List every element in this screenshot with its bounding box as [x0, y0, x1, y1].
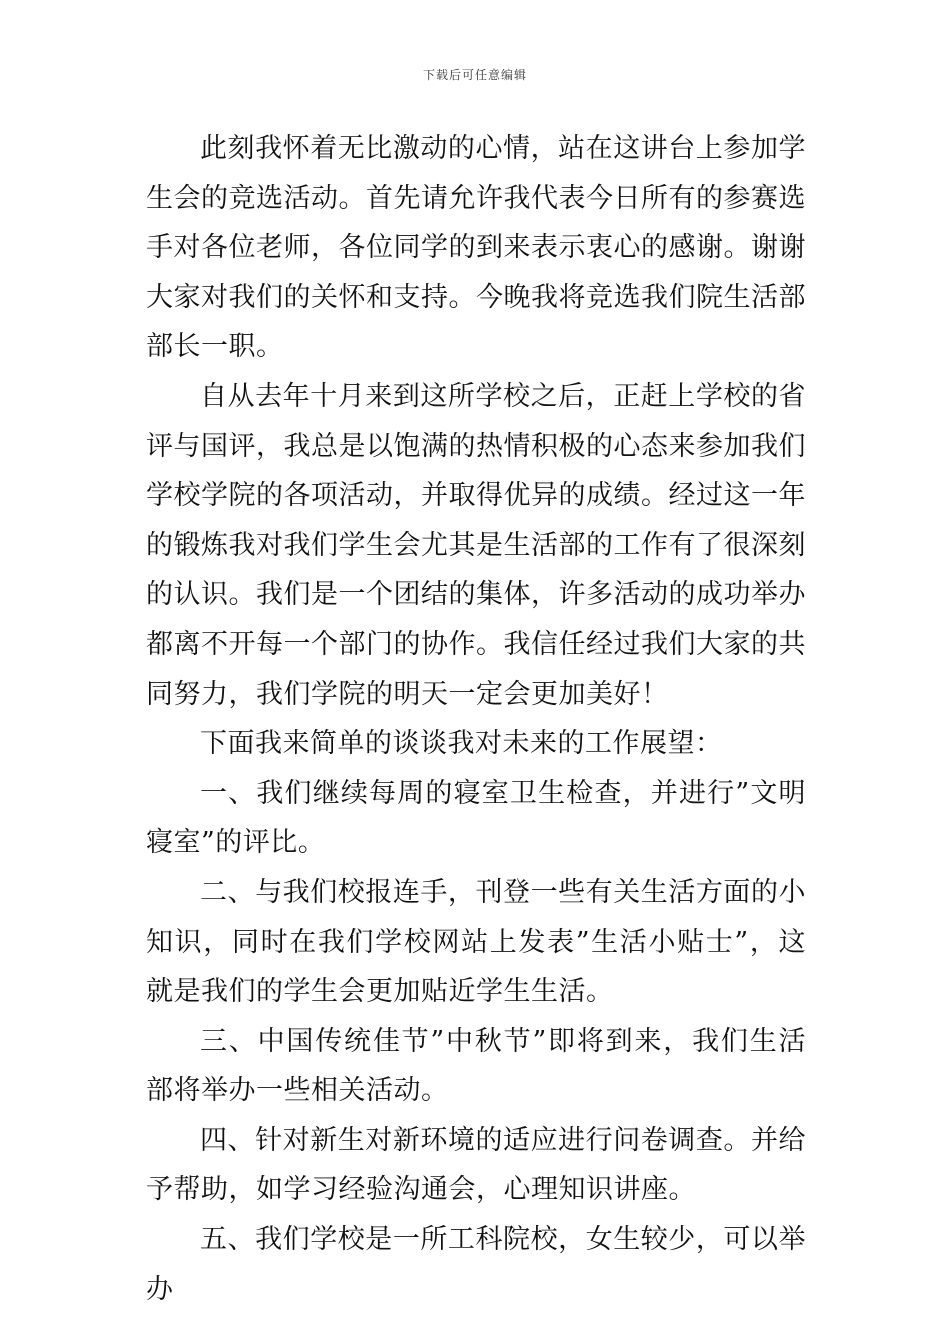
paragraph-item-5: 五、我们学校是一所工科院校，女生较少，可以举办 — [146, 1224, 806, 1305]
paragraph-outlook-intro: 下面我来简单的谈谈我对未来的工作展望： — [200, 728, 723, 760]
paragraph-item-1: 一、我们继续每周的寝室卫生检查，并进行”文明寝室”的评比。 — [146, 777, 806, 859]
header-note: 下载后可任意编辑 — [422, 68, 527, 82]
paragraph-item-2: 二、与我们校报连手，刊登一些有关生活方面的小知识，同时在我们学校网站上发表”生活小贴士”，这就是我们的学生会更加贴近学生生活。 — [146, 876, 806, 1008]
document-body — [146, 124, 806, 1314]
paragraph-experience: 自从去年十月来到这所学校之后，正赶上学校的省评与国评，我总是以饱满的热情积极的心态来参加我们学校学院的各项活动，并取得优异的成绩。经过这一年的锻炼我对我们学生会尤其是生活部的工作有了很深刻的认识。我们是一个团结的集体，许多活动的成功举办都离不开每一个部门的协作。我信任经过我们大家的共同努力，我们学院的明天一定会更加美好！ — [146, 380, 806, 710]
paragraph-item-4: 四、针对新生对新环境的适应进行问卷调查。并给予帮助，如学习经验沟通会，心理知识讲座。 — [146, 1124, 806, 1206]
paragraph-item-3: 三、中国传统佳节”中秋节”即将到来，我们生活部将举办一些相关活动。 — [146, 1025, 806, 1107]
paragraph-intro: 此刻我怀着无比激动的心情，站在这讲台上参加学生会的竞选活动。首先请允许我代表今日所有的参赛选手对各位老师，各位同学的到来表示衷心的感谢。谢谢大家对我们的关怀和支持。今晚我将竞选我们院生活部部长一职。 — [146, 133, 806, 363]
